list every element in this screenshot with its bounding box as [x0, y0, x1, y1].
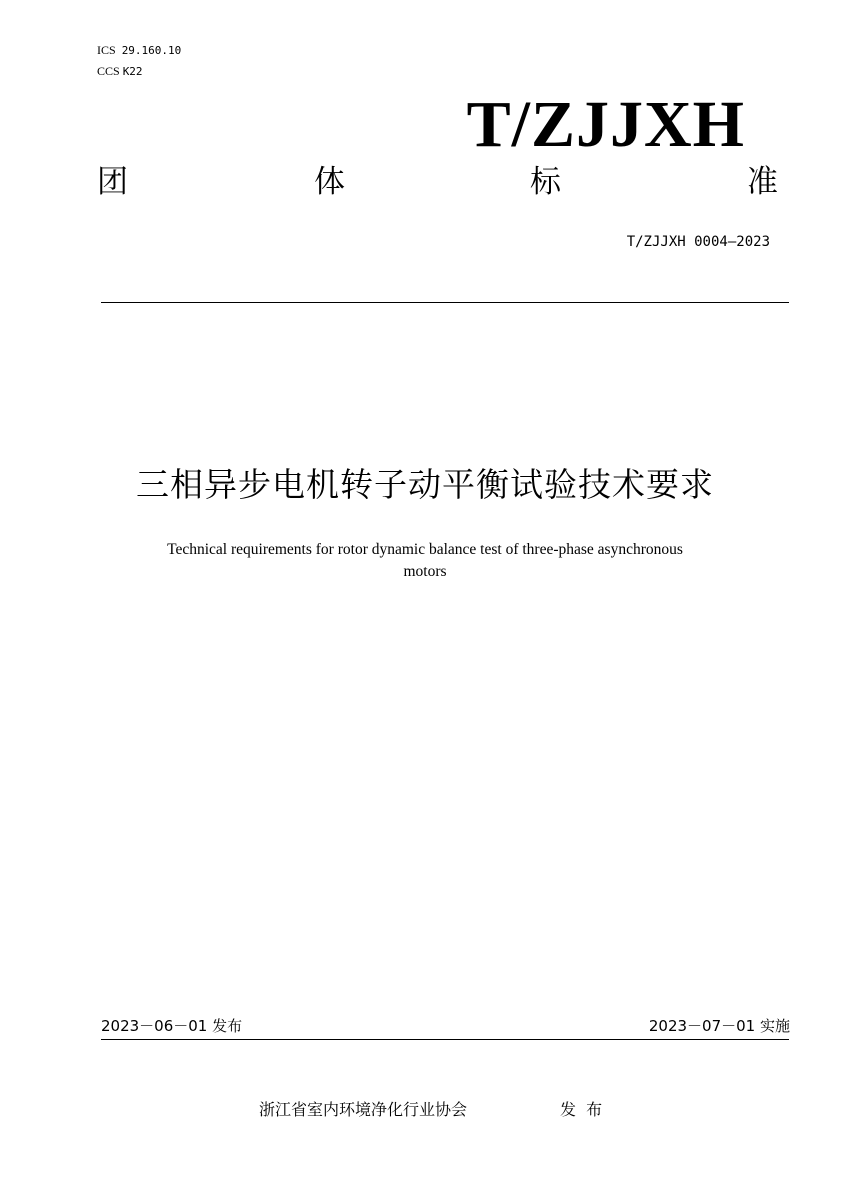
title-english-line-2: motors — [403, 563, 447, 580]
implement-date: 2023－07－01 实施 — [648, 1017, 790, 1035]
standard-type-char-3: 标 — [530, 164, 561, 200]
ics-line — [97, 43, 181, 58]
ccs-line — [97, 64, 143, 79]
ccs-value: K22 — [122, 65, 143, 78]
association-logo-text: T/ZJJXH — [466, 88, 745, 161]
standard-type-char-1: 团 — [97, 164, 128, 200]
publisher-name: 浙江省室内环境净化行业协会 — [259, 1100, 468, 1119]
standard-type-char-4: 准 — [747, 164, 778, 200]
ccs-label: CCS — [97, 64, 120, 78]
publisher-action: 发 布 — [560, 1100, 603, 1119]
header-divider — [101, 302, 789, 303]
title-chinese: 三相异步电机转子动平衡试验技术要求 — [136, 465, 714, 504]
ics-label: ICS — [97, 43, 116, 57]
publish-date: 2023－06－01 发布 — [101, 1017, 243, 1035]
standard-number: T/ZJJXH 0004—2023 — [626, 234, 770, 250]
standard-type-char-2: 体 — [314, 164, 345, 200]
footer-divider — [101, 1039, 789, 1040]
title-english-line-1: Technical requirements for rotor dynamic balance test of three-phase asynchronous — [167, 541, 683, 558]
ics-value: 29.160.10 — [121, 44, 182, 57]
